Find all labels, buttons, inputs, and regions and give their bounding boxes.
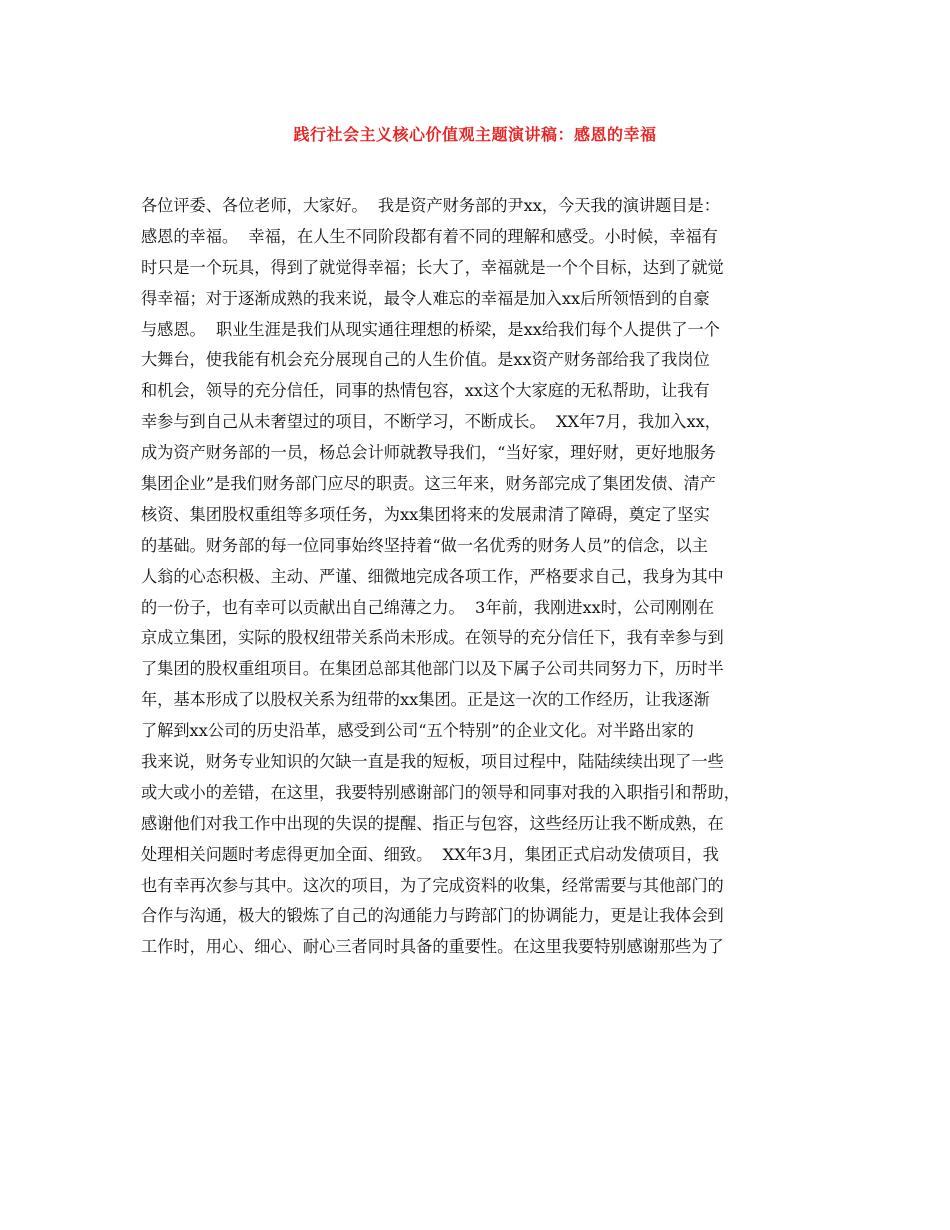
body-line: 和机会，领导的充分信任，同事的热情包容，xx这个大家庭的无私帮助，让我有 (141, 381, 710, 401)
body-line: 核资、集团股权重组等多项任务，为xx集团将来的发展肃清了障碍，奠定了坚实 (141, 504, 710, 524)
body-line: 也有幸再次参与其中。这次的项目，为了完成资料的收集，经常需要与其他部门的 (141, 875, 724, 895)
body-line: 了集团的股权重组项目。在集团总部其他部门以及下属子公司共同努力下，历时半 (141, 659, 724, 679)
body-line: 各位评委、各位老师，大家好。 我是资产财务部的尹xx，今天我的演讲题目是： (141, 196, 720, 215)
document-body (141, 191, 831, 963)
body-line: 的基础。财务部的每一位同事始终坚持着“做一名优秀的财务人员”的信念，以主 (141, 535, 708, 555)
body-line: 处理相关问题时考虑得更加全面、细致。 XX年3月，集团正式启动发债项目，我 (141, 844, 719, 864)
body-line: 得幸福；对于逐渐成熟的我来说，最令人难忘的幸福是加入xx后所领悟到的自豪 (141, 288, 710, 308)
body-line: 或大或小的差错，在这里，我要特别感谢部门的领导和同事对我的入职指引和帮助， (141, 782, 740, 802)
body-line: 我来说，财务专业知识的欠缺一直是我的短板，项目过程中，陆陆续续出现了一些 (141, 752, 724, 772)
document-title: 践行社会主义核心价值观主题演讲稿：感恩的幸福 (293, 125, 657, 144)
body-line: 了解到xx公司的历史沿革，感受到公司“五个特别”的企业文化。对半路出家的 (141, 721, 694, 741)
body-line: 感恩的幸福。 幸福，在人生不同阶段都有着不同的理解和感受。小时候，幸福有 (141, 226, 718, 246)
body-line: 年，基本形成了以股权关系为纽带的xx集团。正是这一次的工作经历，让我逐渐 (141, 690, 710, 710)
body-line: 感谢他们对我工作中出现的失误的提醒、指正与包容，这些经历让我不断成熟，在 (141, 813, 724, 833)
body-line: 大舞台，使我能有机会充分展现自己的人生价值。是xx资产财务部给我了我岗位 (141, 350, 710, 370)
body-line: 的一份子，也有幸可以贡献出自己绵薄之力。 3年前，我刚进xx时，公司刚刚在 (141, 597, 715, 617)
body-line: 幸参与到自己从未奢望过的项目，不断学习，不断成长。 XX年7月，我加入xx， (141, 412, 721, 432)
body-line: 时只是一个玩具，得到了就觉得幸福；长大了，幸福就是一个个目标，达到了就觉 (141, 257, 724, 277)
body-line: 工作时，用心、细心、耐心三者同时具备的重要性。在这里我要特别感谢那些为了 (141, 937, 724, 957)
body-line: 与感恩。 职业生涯是我们从现实通往理想的桥梁，是xx给我们每个人提供了一个 (141, 319, 720, 339)
body-line: 集团企业”是我们财务部门应尽的职责。这三年来，财务部完成了集团发债、清产 (141, 474, 716, 494)
body-line: 人翁的心态积极、主动、严谨、细微地完成各项工作，严格要求自己，我身为其中 (141, 566, 724, 586)
body-line: 合作与沟通，极大的锻炼了自己的沟通能力与跨部门的协调能力，更是让我体会到 (141, 906, 724, 926)
body-line: 成为资产财务部的一员，杨总会计师就教导我们，“当好家，理好财，更好地服务 (141, 443, 716, 463)
body-line: 京成立集团，实际的股权纽带关系尚未形成。在领导的充分信任下，我有幸参与到 (141, 628, 724, 648)
